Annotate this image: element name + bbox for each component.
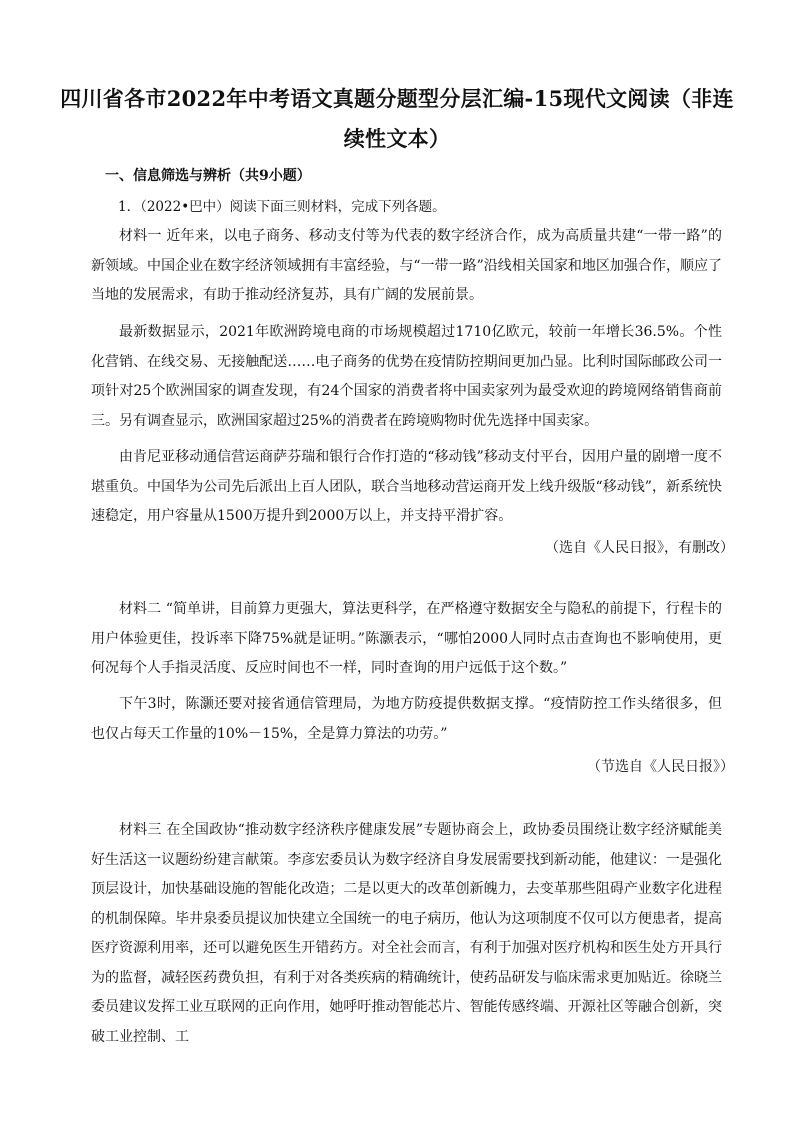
material-two-paragraph-1: 材料二 “简单讲，目前算力更强大，算法更科学，在严格遵守数据安全与隐私的前提下，行程卡的用户体验更佳，投诉率下降75%就是证明。”陈灏表示，“哪怕2000人同时点击查询也不影响使用，更何况每个人手指灵活度、反应时间也不一样，同时查询的用户远低于这个数。” <box>91 601 722 676</box>
section-heading: 一、信息筛选与辨析（共9小题） <box>105 168 311 184</box>
question-intro: 1．（2022•巴中）阅读下面三则材料，完成下列各题。 <box>118 199 446 215</box>
document-title: 四川省各市2022年中考语文真题分题型分层汇编-15现代文阅读（非连续性文本） <box>60 86 734 151</box>
material-one-paragraph-3: 由肯尼亚移动通信营运商萨芬瑞和银行合作打造的“移动钱”移动支付平台，因用户量的剧增一度不堪重负。中国华为公司先后派出上百人团队，联合当地移动营运商开发上线升级版“移动钱”，新系统快速稳定，用户容量从1500万提升到2000万以上，并支持平滑扩容。 <box>91 449 722 524</box>
material-one-source: （选自《人民日报》，有删改） <box>545 540 734 556</box>
material-one-paragraph-1: 材料一 近年来，以电子商务、移动支付等为代表的数字经济合作，成为高质量共建“一带一路”的新领域。中国企业在数字经济领域拥有丰富经验，与“一带一路”沿线相关国家和地区加强合作，顺应了当地的发展需求，有助于推动经济复苏，具有广阔的发展前景。 <box>91 228 722 303</box>
material-two-source: （节选自《人民日报》） <box>587 759 734 775</box>
material-three-paragraph-1: 材料三 在全国政协“推动数字经济秩序健康发展”专题协商会上，政协委员围绕让数字经济赋能美好生活这一议题纷纷建言献策。李彦宏委员认为数字经济自身发展需要找到新动能，他建议：一是强化顶层设计，加快基础设施的智能化改造；二是以更大的改革创新魄力，去变革那些阻碍产业数字化进程的机制保障。毕井泉委员提议加快建立全国统一的电子病历，他认为这项制度不仅可以方便患者，提高医疗资源利用率，还可以避免医生开错药方。对全社会而言，有利于加强对医疗机构和医生处方开具行为的监督，减轻医药费负担，有利于对各类疾病的精确统计，使药品研发与临床需求更加贴近。徐晓兰委员建议发挥工业互联网的正向作用，她呼吁推动智能芯片、智能传感终端、开源社区等融合创新，突破工业控制、工 <box>91 822 722 1045</box>
material-one-paragraph-2: 最新数据显示，2021年欧洲跨境电商的市场规模超过1710亿欧元，较前一年增长36.5%。个性化营销、在线交易、无接触配送……电子商务的优势在疫情防控期间更加凸显。比利时国际邮政公司一项针对25个欧洲国家的调查发现，有24个国家的消费者将中国卖家列为最受欢迎的跨境网络销售商前三。另有调查显示，欧洲国家超过25%的消费者在跨境购物时优先选择中国卖家。 <box>91 324 722 429</box>
material-two-paragraph-2: 下午3时，陈灏还要对接省通信管理局，为地方防疫提供数据支撑。“疫情防控工作头绪很多，但也仅占每天工作量的10%－15%，全是算力算法的功劳。” <box>91 696 722 742</box>
